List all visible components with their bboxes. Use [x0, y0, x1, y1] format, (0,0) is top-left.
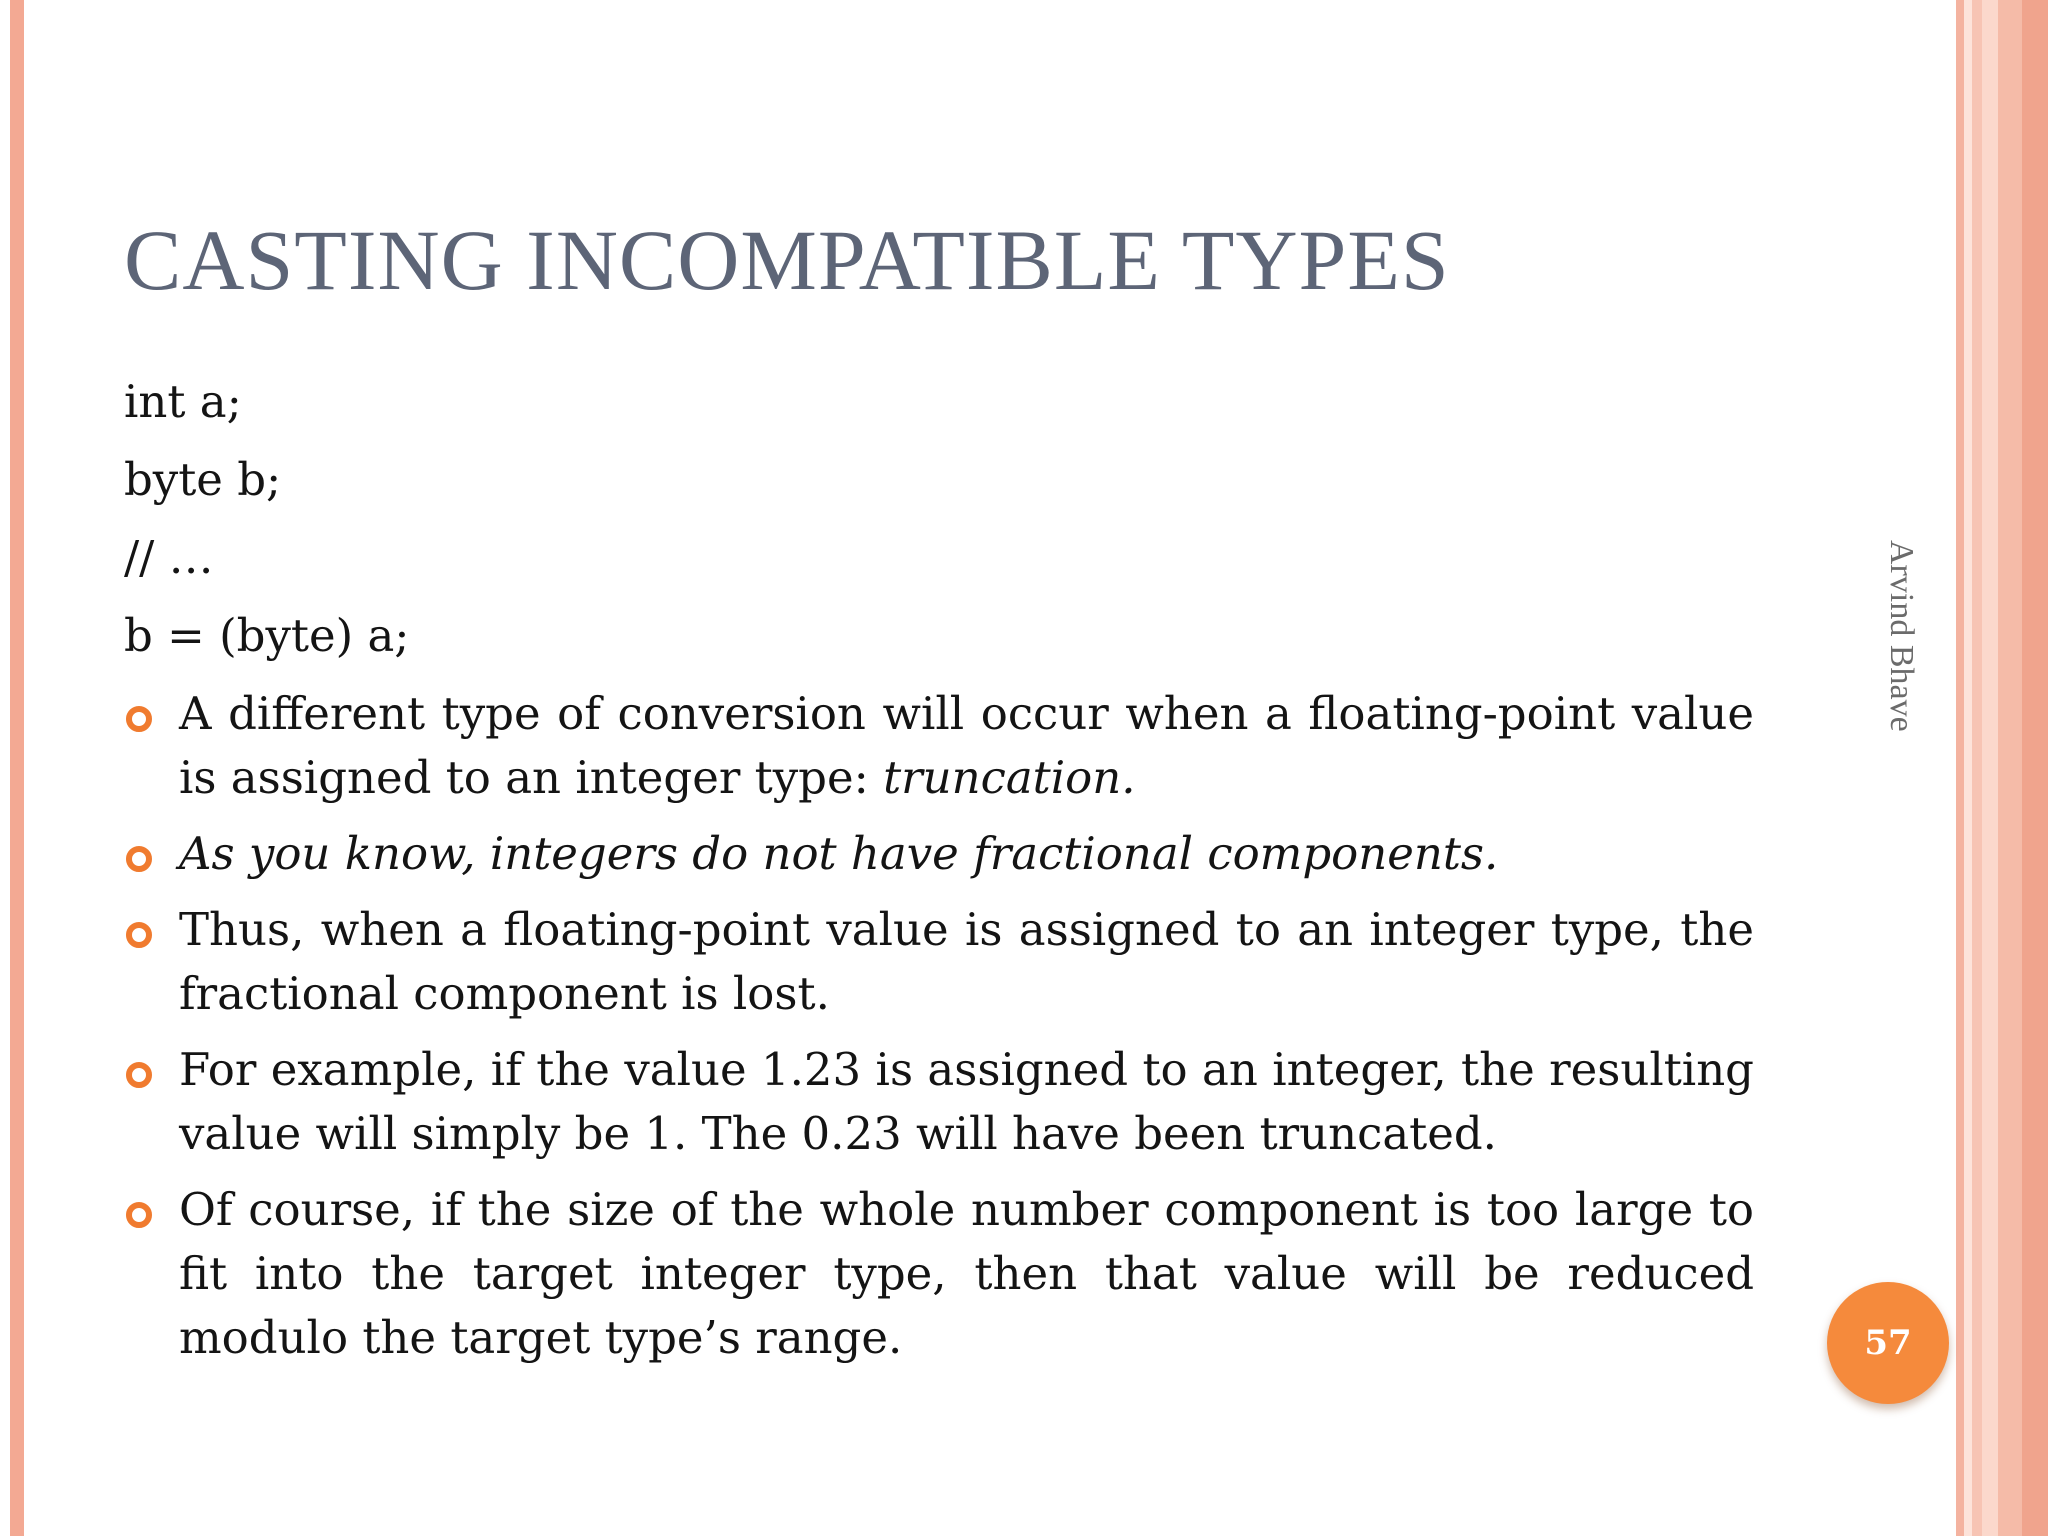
right-border-stripe — [2022, 0, 2048, 1536]
bullet-item — [124, 682, 1754, 810]
page-number: 57 — [1864, 1323, 1912, 1363]
slide-title: CASTING INCOMPATIBLE TYPES — [124, 212, 1450, 308]
bullet-text: Thus, when a floating-point value is assigned to an integer type, the fractional component is lost. — [179, 903, 1754, 1020]
hollow-circle-bullet-icon — [126, 706, 152, 732]
bullet-text: A different type of conversion will occur when a floating-point value is assigned to an integer type: — [179, 687, 1754, 804]
bullet-item — [124, 898, 1754, 1026]
bullet-text: As you know, integers do not have fractional components. — [179, 827, 1499, 880]
hollow-circle-bullet-icon — [126, 922, 152, 948]
hollow-circle-bullet-icon — [126, 1202, 152, 1228]
right-border-stripe — [1982, 0, 1998, 1536]
right-border-stripe — [1964, 0, 1972, 1536]
right-border-stripe — [1998, 0, 2022, 1536]
bullet-text: Of course, if the size of the whole number component is too large to fit into the target integer type, then that value will be reduced modulo the target type’s range. — [179, 1183, 1754, 1364]
bullet-text: For example, if the value 1.23 is assigned to an integer, the resulting value will simply be 1. The 0.23 will have been truncated. — [179, 1043, 1754, 1160]
hollow-circle-bullet-icon — [126, 1062, 152, 1088]
code-line: // … — [124, 531, 214, 584]
page-number-badge — [1827, 1282, 1949, 1404]
right-border-stripe — [1956, 0, 1964, 1536]
author-label: Arvind Bhave — [1883, 540, 1920, 732]
bullet-item — [124, 1038, 1754, 1166]
bullet-item — [124, 822, 1754, 886]
code-line: int a; — [124, 375, 242, 428]
code-line: byte b; — [124, 453, 282, 506]
right-border-stripe — [1972, 0, 1982, 1536]
hollow-circle-bullet-icon — [126, 846, 152, 872]
bullet-item — [124, 1178, 1754, 1370]
left-border-stripe — [10, 0, 24, 1536]
slide-content — [124, 370, 1754, 1382]
code-line: b = (byte) a; — [124, 609, 410, 662]
bullet-italic-term: truncation. — [883, 751, 1136, 804]
